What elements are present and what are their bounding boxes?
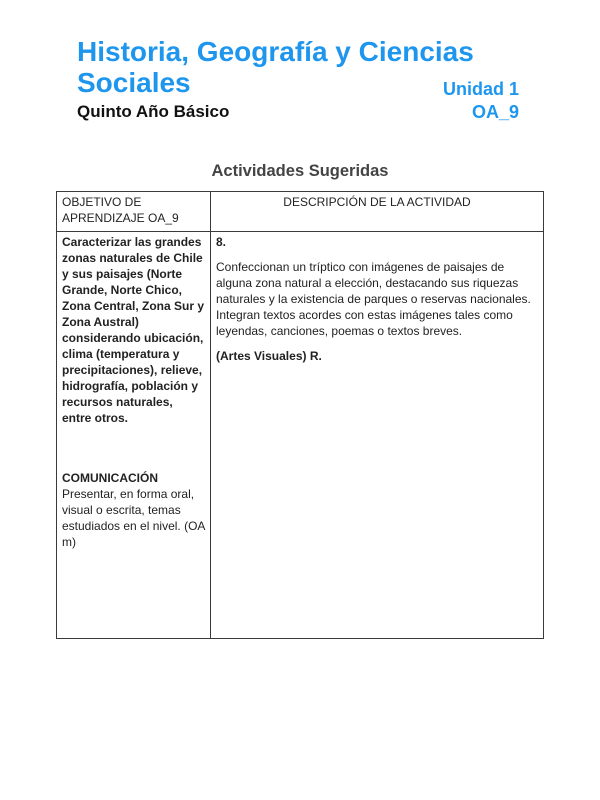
activity-cell	[211, 232, 544, 639]
subject-title: Historia, Geografía y Ciencias Sociales	[77, 36, 474, 98]
activity-description: Confeccionan un tríptico con imágenes de paisajes de alguna zona natural a elección, destacando sus riquezas naturales y la existencia de parques o reservas nacionales. Integran textos acordes con estas imágenes tales como leyendas, canciones, poemas o textos breves.	[216, 260, 531, 338]
communication-text: Presentar, en forma oral, visual o escrita, temas estudiados en el nivel. (OA m)	[62, 487, 205, 549]
objective-text: Caracterizar las grandes zonas naturales de Chile y sus paisajes (Norte Grande, Norte Chico, Zona Central, Zona Sur y Zona Austral) considerando ubicación, clima (temperatura y precipitaciones), relieve, hidrografía, población y recursos naturales, entre otros.	[62, 235, 205, 425]
activities-table	[56, 191, 544, 639]
table-row	[57, 232, 544, 639]
table-header-row	[57, 192, 544, 232]
section-title: Actividades Sugeridas	[211, 162, 389, 180]
header-activity-description: DESCRIPCIÓN DE LA ACTIVIDAD	[211, 192, 544, 232]
unit-label: Unidad 1	[442, 79, 519, 99]
objective-code: OA_9	[471, 102, 519, 122]
activity-number: 8.	[216, 235, 227, 249]
objective-cell	[57, 232, 211, 639]
grade-label: Quinto Año Básico	[77, 102, 230, 121]
communication-heading: COMUNICACIÓN	[62, 471, 158, 485]
activity-area: (Artes Visuales) R.	[216, 349, 322, 363]
header-objective: OBJETIVO DE APRENDIZAJE OA_9	[57, 192, 211, 232]
